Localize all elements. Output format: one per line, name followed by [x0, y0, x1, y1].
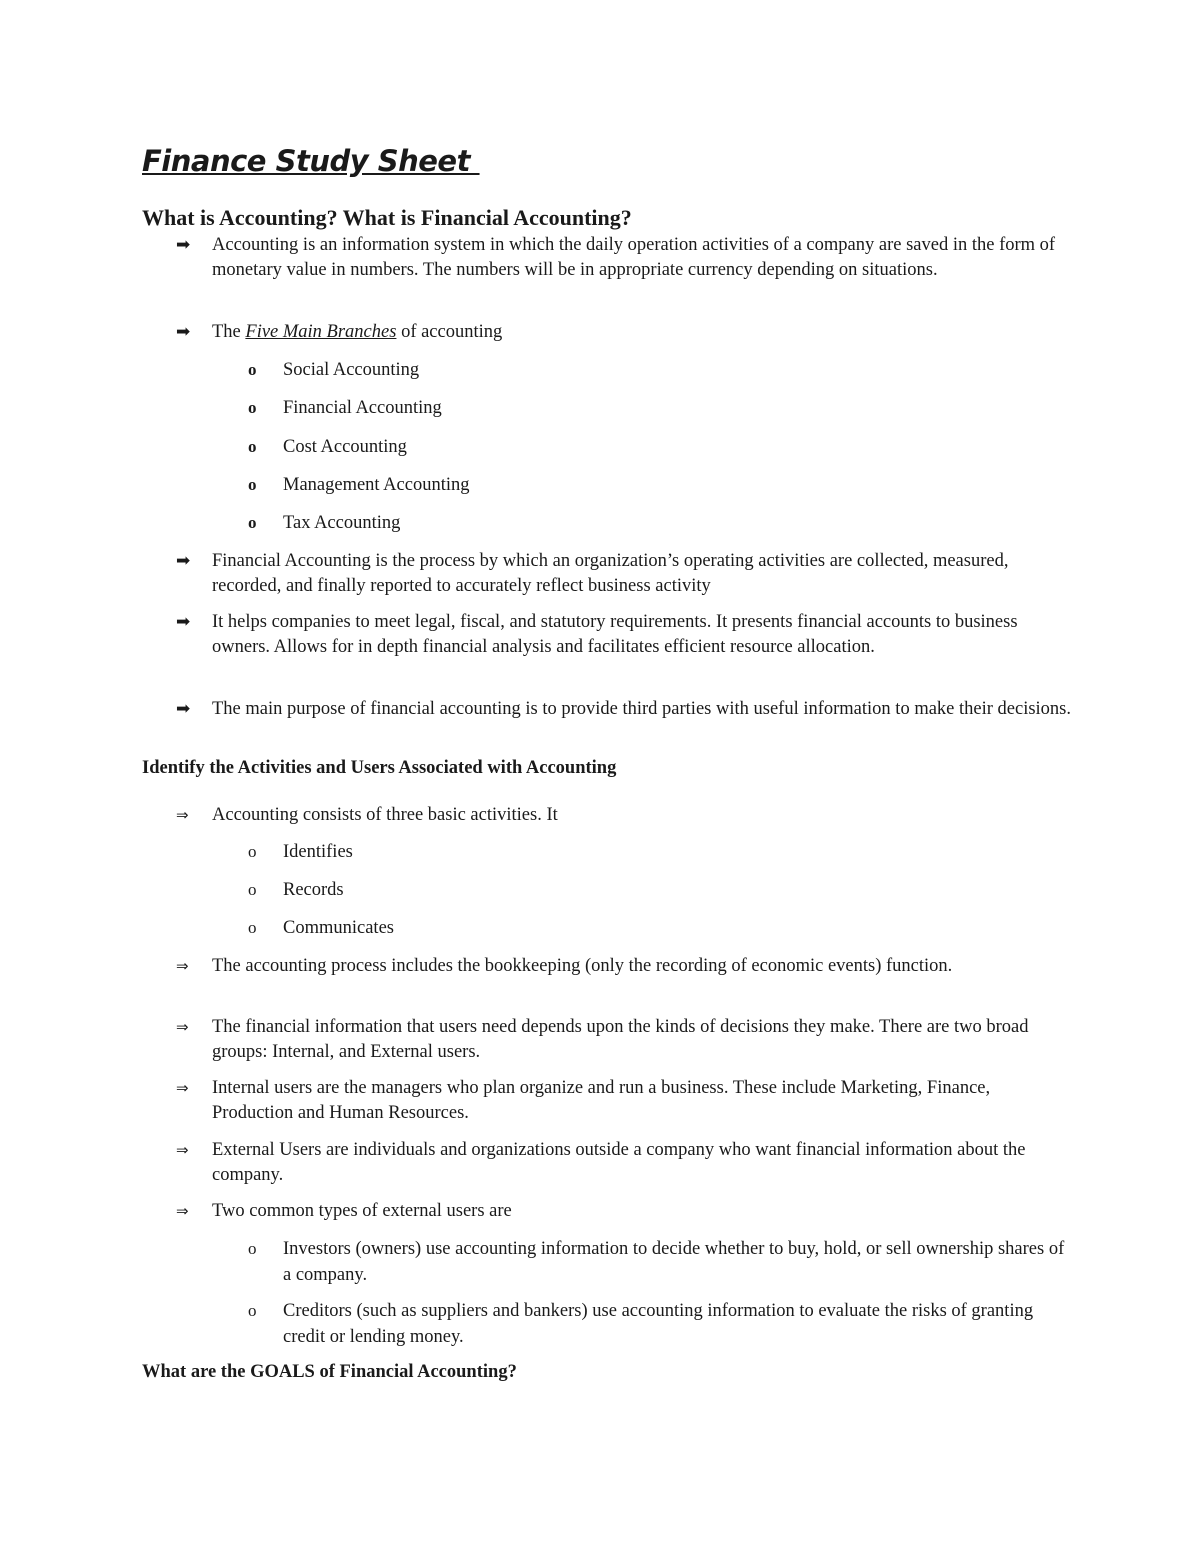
sub-list-item: Identifies	[283, 842, 353, 862]
list-item: External Users are individuals and organizations outside a company who want financial information about the company.	[212, 1140, 1026, 1185]
sub-list-item: Communicates	[283, 918, 394, 938]
arrow-bullet-icon: ⇒	[176, 1202, 189, 1220]
list-item: Accounting is an information system in which the daily operation activities of a company are saved in the form of monetary value in numbers. The numbers will be in appropriate currency depending on situations.	[212, 235, 1056, 280]
section-heading-accounting: What is Accounting? What is Financial Accounting?	[142, 205, 632, 230]
circle-bullet-icon: o	[248, 918, 257, 937]
sub-list-item: Social Accounting	[283, 360, 420, 380]
arrow-bullet-icon: ⇒	[176, 1141, 189, 1159]
arrow-bullet-icon: ⇒	[176, 1018, 189, 1036]
sub-list-item: Cost Accounting	[283, 437, 407, 457]
circle-bullet-icon: o	[248, 437, 257, 456]
list-item: Internal users are the managers who plan organize and run a business. These include Marketing, Finance, Production and Human Resources.	[212, 1078, 991, 1123]
list-item: Accounting consists of three basic activities. It	[212, 805, 558, 825]
arrow-bullet-icon: ⇒	[176, 806, 189, 824]
sub-list-item: Records	[283, 880, 344, 900]
text-fragment: of accounting	[396, 322, 503, 342]
circle-bullet-icon: o	[248, 360, 257, 379]
circle-bullet-icon: o	[248, 880, 257, 899]
list-item: Financial Accounting is the process by which an organization’s operating activities are collected, measured, recorded, and finally reported to accurately reflect business activity	[212, 551, 1009, 596]
list-item-branches	[212, 320, 1072, 345]
list-item: Two common types of external users are	[212, 1201, 512, 1221]
arrow-bullet-icon: ➡	[176, 235, 191, 255]
arrow-bullet-icon: ⇒	[176, 1079, 189, 1097]
arrow-bullet-icon: ➡	[176, 322, 191, 342]
text-fragment: The	[212, 322, 246, 342]
circle-bullet-icon: o	[248, 1301, 257, 1320]
section-heading-activities-users: Identify the Activities and Users Associated with Accounting	[142, 758, 617, 778]
list-item: The financial information that users need depends upon the kinds of decisions they make. There are two broad groups: Internal, and External users.	[212, 1017, 1029, 1062]
arrow-bullet-icon: ➡	[176, 612, 191, 632]
circle-bullet-icon: o	[248, 1239, 257, 1258]
sub-list-item: Investors (owners) use accounting information to decide whether to buy, hold, or sell ownership shares of a company.	[283, 1239, 1065, 1285]
arrow-bullet-icon: ➡	[176, 551, 191, 571]
arrow-bullet-icon: ➡	[176, 699, 191, 719]
arrow-bullet-icon: ⇒	[176, 957, 189, 975]
circle-bullet-icon: o	[248, 842, 257, 861]
sub-list-item: Tax Accounting	[283, 513, 401, 533]
list-item: The accounting process includes the bookkeeping (only the recording of economic events) function.	[212, 956, 953, 976]
section-heading-goals: What are the GOALS of Financial Accounting?	[142, 1362, 517, 1382]
sub-list-item: Creditors (such as suppliers and bankers) use accounting information to evaluate the risks of granting credit or lending money.	[283, 1301, 1034, 1347]
circle-bullet-icon: o	[248, 475, 257, 494]
sub-list-item: Management Accounting	[283, 475, 470, 495]
list-item: It helps companies to meet legal, fiscal, and statutory requirements. It presents financial accounts to business owners. Allows for in depth financial analysis and facilitates efficient resource allocation.	[212, 612, 1018, 657]
emphasis-text: Five Main Branches	[245, 322, 397, 342]
circle-bullet-icon: o	[248, 513, 257, 532]
page-title: Finance Study Sheet	[142, 144, 480, 178]
sub-list-item: Financial Accounting	[283, 398, 442, 418]
circle-bullet-icon: o	[248, 398, 257, 417]
list-item: The main purpose of financial accounting is to provide third parties with useful information to make their decisions.	[212, 699, 1072, 719]
